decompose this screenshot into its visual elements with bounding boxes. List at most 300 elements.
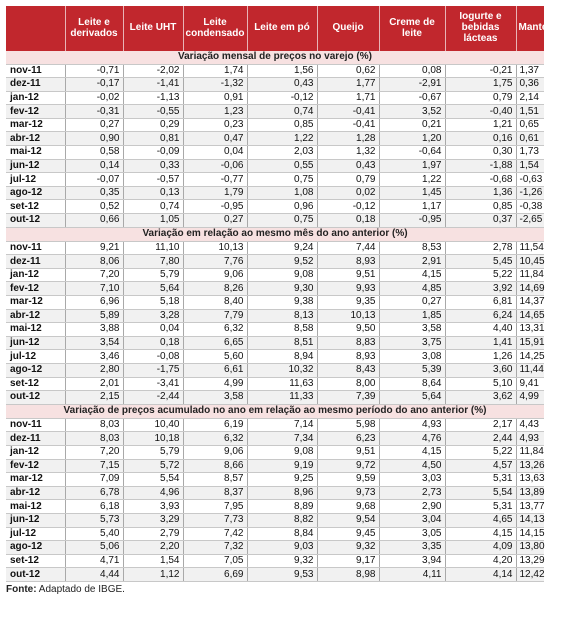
table-cell: 1,79 — [183, 186, 247, 200]
table-cell: 0,23 — [183, 118, 247, 132]
table-row — [6, 527, 544, 541]
column-header: Creme de leite — [379, 6, 445, 50]
table-cell: -1,13 — [123, 91, 183, 105]
table-cell: 7,79 — [183, 309, 247, 323]
table-cell: 0,74 — [247, 105, 317, 119]
table-cell: 0,13 — [123, 186, 183, 200]
table-cell: 2,44 — [445, 432, 516, 446]
table-cell: 9,51 — [317, 268, 379, 282]
table-cell: 10,45 — [516, 255, 544, 269]
table-cell: 5,64 — [379, 391, 445, 405]
table-cell: 7,76 — [183, 255, 247, 269]
table-cell: 1,20 — [379, 132, 445, 146]
table-cell: 4,20 — [445, 554, 516, 568]
table-cell: -0,38 — [516, 200, 544, 214]
table-cell: 3,05 — [379, 527, 445, 541]
row-label: fev-12 — [6, 459, 65, 473]
table-cell: 8,03 — [65, 418, 123, 432]
table-cell: 5,73 — [65, 513, 123, 527]
table-cell: 0,75 — [247, 214, 317, 228]
table-cell: 2,14 — [516, 91, 544, 105]
row-label: set-12 — [6, 200, 65, 214]
table-cell: 5,22 — [445, 445, 516, 459]
table-cell: 13,31 — [516, 323, 544, 337]
table-cell: 9,53 — [247, 568, 317, 582]
table-header — [6, 6, 562, 50]
table-cell: 4,15 — [379, 268, 445, 282]
table-cell: -0,17 — [65, 78, 123, 92]
table-cell: 0,37 — [445, 214, 516, 228]
table-cell: -0,95 — [183, 200, 247, 214]
row-label: abr-12 — [6, 132, 65, 146]
source-note — [6, 584, 544, 595]
table-cell: 1,36 — [445, 186, 516, 200]
table-cell: 9,59 — [317, 473, 379, 487]
table-cell: 14,13 — [516, 513, 544, 527]
column-header: Leite UHT — [123, 6, 183, 50]
table-cell: -0,31 — [65, 105, 123, 119]
table-cell: 11,33 — [247, 391, 317, 405]
table-row — [6, 323, 544, 337]
table-cell: -2,65 — [516, 214, 544, 228]
row-label: mai-12 — [6, 146, 65, 160]
table-row — [6, 500, 544, 514]
table-cell: 2,79 — [123, 527, 183, 541]
table-cell: 1,37 — [516, 64, 544, 78]
row-label: ago-12 — [6, 186, 65, 200]
table-cell: 0,90 — [65, 132, 123, 146]
row-label: out-12 — [6, 568, 65, 582]
table-row — [6, 159, 544, 173]
table-row — [6, 432, 544, 446]
table-cell: 0,58 — [65, 146, 123, 160]
table-cell: -0,06 — [183, 159, 247, 173]
table-cell: 1,45 — [379, 186, 445, 200]
table-cell: 4,14 — [445, 568, 516, 582]
table-cell: 7,73 — [183, 513, 247, 527]
table-row — [6, 391, 544, 405]
dairy-price-table — [6, 6, 562, 582]
table-cell: 8,26 — [183, 282, 247, 296]
table-cell: 11,84 — [516, 445, 544, 459]
table-cell: 2,90 — [379, 500, 445, 514]
table-cell: 4,71 — [65, 554, 123, 568]
table-row — [6, 105, 544, 119]
table-cell: 8,43 — [317, 363, 379, 377]
table-cell: 5,22 — [445, 268, 516, 282]
table-cell: 11,10 — [123, 241, 183, 255]
section-header-row — [6, 50, 544, 64]
table-cell: 5,79 — [123, 445, 183, 459]
table-cell: 3,60 — [445, 363, 516, 377]
table-row — [6, 64, 544, 78]
table-cell: 2,17 — [445, 418, 516, 432]
table-cell: 8,89 — [247, 500, 317, 514]
table-row — [6, 350, 544, 364]
row-label: abr-12 — [6, 486, 65, 500]
table-cell: 1,32 — [317, 146, 379, 160]
table-cell: -1,41 — [123, 78, 183, 92]
table-cell: 8,00 — [317, 377, 379, 391]
table-cell: 10,32 — [247, 363, 317, 377]
table-cell: 1,73 — [516, 146, 544, 160]
table-cell: 0,61 — [516, 132, 544, 146]
table-row — [6, 568, 544, 582]
table-row — [6, 473, 544, 487]
table-cell: 3,93 — [123, 500, 183, 514]
table-cell: 1,21 — [445, 118, 516, 132]
table-cell: 6,69 — [183, 568, 247, 582]
table-cell: 9,45 — [317, 527, 379, 541]
table-cell: 15,91 — [516, 336, 544, 350]
source-text: Adaptado de IBGE. — [36, 583, 125, 595]
table-cell: -0,55 — [123, 105, 183, 119]
table-cell: 14,69 — [516, 282, 544, 296]
table-cell: 8,93 — [317, 350, 379, 364]
table-cell: 0,81 — [123, 132, 183, 146]
table-cell: 1,41 — [445, 336, 516, 350]
row-label: mar-12 — [6, 118, 65, 132]
table-cell: -0,63 — [516, 173, 544, 187]
row-label: mai-12 — [6, 500, 65, 514]
table-cell: 0,91 — [183, 91, 247, 105]
table-cell: 9,03 — [247, 541, 317, 555]
table-cell: 8,98 — [317, 568, 379, 582]
table-cell: 13,26 — [516, 459, 544, 473]
table-cell: 1,54 — [123, 554, 183, 568]
table-cell: 5,31 — [445, 473, 516, 487]
table-cell: 9,19 — [247, 459, 317, 473]
table-row — [6, 132, 544, 146]
table-cell: 0,75 — [247, 173, 317, 187]
table-cell: 4,43 — [516, 418, 544, 432]
table-cell: 2,03 — [247, 146, 317, 160]
table-cell: 7,42 — [183, 527, 247, 541]
table-cell: 14,25 — [516, 350, 544, 364]
table-cell: 1,54 — [516, 159, 544, 173]
table-cell: 8,40 — [183, 296, 247, 310]
table-cell: 4,09 — [445, 541, 516, 555]
row-label: jun-12 — [6, 336, 65, 350]
table-cell: 0,55 — [247, 159, 317, 173]
table-cell: 0,79 — [317, 173, 379, 187]
table-row — [6, 459, 544, 473]
price-table-container — [6, 6, 562, 595]
table-cell: 5,10 — [445, 377, 516, 391]
table-row — [6, 200, 544, 214]
table-cell: -1,75 — [123, 363, 183, 377]
row-label: ago-12 — [6, 541, 65, 555]
table-row — [6, 214, 544, 228]
table-cell: 8,66 — [183, 459, 247, 473]
row-label: jan-12 — [6, 268, 65, 282]
column-header: Leite em pó — [247, 6, 317, 50]
table-cell: 13,80 — [516, 541, 544, 555]
table-cell: 8,53 — [379, 241, 445, 255]
table-cell: 4,99 — [516, 391, 544, 405]
section-header-row — [6, 227, 544, 241]
table-cell: 0,85 — [247, 118, 317, 132]
table-cell: 3,46 — [65, 350, 123, 364]
table-cell: 6,32 — [183, 432, 247, 446]
table-row — [6, 554, 544, 568]
table-cell: 7,95 — [183, 500, 247, 514]
table-cell: 3,04 — [379, 513, 445, 527]
table-cell: 9,52 — [247, 255, 317, 269]
table-cell: 1,22 — [247, 132, 317, 146]
table-cell: 0,04 — [183, 146, 247, 160]
table-cell: 1,77 — [317, 78, 379, 92]
table-cell: 8,03 — [65, 432, 123, 446]
table-cell: 1,26 — [445, 350, 516, 364]
table-cell: 9,54 — [317, 513, 379, 527]
table-cell: 2,20 — [123, 541, 183, 555]
table-cell: 0,14 — [65, 159, 123, 173]
table-cell: 9,06 — [183, 268, 247, 282]
table-cell: 7,44 — [317, 241, 379, 255]
table-cell: 9,30 — [247, 282, 317, 296]
table-row — [6, 186, 544, 200]
table-cell: 9,41 — [516, 377, 544, 391]
table-cell: 3,28 — [123, 309, 183, 323]
table-cell: 5,98 — [317, 418, 379, 432]
section-title: Variação em relação ao mesmo mês do ano anterior (%) — [6, 227, 544, 241]
table-cell: 14,65 — [516, 309, 544, 323]
table-cell: -0,71 — [65, 64, 123, 78]
table-cell: 8,84 — [247, 527, 317, 541]
table-cell: 5,39 — [379, 363, 445, 377]
table-cell: -2,02 — [123, 64, 183, 78]
table-cell: 8,94 — [247, 350, 317, 364]
table-cell: 8,37 — [183, 486, 247, 500]
table-cell: 8,58 — [247, 323, 317, 337]
table-cell: 14,37 — [516, 296, 544, 310]
table-cell: 0,29 — [123, 118, 183, 132]
table-cell: 1,85 — [379, 309, 445, 323]
table-cell: 5,18 — [123, 296, 183, 310]
table-cell: 7,34 — [247, 432, 317, 446]
table-cell: 1,23 — [183, 105, 247, 119]
table-cell: 0,62 — [317, 64, 379, 78]
table-row — [6, 309, 544, 323]
table-cell: 2,80 — [65, 363, 123, 377]
table-row — [6, 268, 544, 282]
column-header: Iogurte e bebidas lácteas — [445, 6, 516, 50]
table-cell: 8,06 — [65, 255, 123, 269]
table-cell: 9,08 — [247, 445, 317, 459]
table-cell: 9,06 — [183, 445, 247, 459]
table-cell: 1,75 — [445, 78, 516, 92]
table-cell: 5,72 — [123, 459, 183, 473]
table-cell: 6,65 — [183, 336, 247, 350]
row-label: fev-12 — [6, 282, 65, 296]
table-row — [6, 445, 544, 459]
table-cell: 5,54 — [123, 473, 183, 487]
table-cell: 9,35 — [317, 296, 379, 310]
table-cell: 8,51 — [247, 336, 317, 350]
table-cell: 11,84 — [516, 268, 544, 282]
table-cell: 4,93 — [516, 432, 544, 446]
table-cell: 1,05 — [123, 214, 183, 228]
table-cell: 8,82 — [247, 513, 317, 527]
row-label: nov-11 — [6, 64, 65, 78]
row-label: jun-12 — [6, 513, 65, 527]
table-cell: -3,41 — [123, 377, 183, 391]
table-row — [6, 377, 544, 391]
table-cell: 14,15 — [516, 527, 544, 541]
table-cell: 0,96 — [247, 200, 317, 214]
table-row — [6, 541, 544, 555]
table-row — [6, 241, 544, 255]
table-cell: 1,12 — [123, 568, 183, 582]
table-cell: -0,40 — [445, 105, 516, 119]
row-label: out-12 — [6, 391, 65, 405]
section-header-row — [6, 404, 544, 418]
row-label: jan-12 — [6, 445, 65, 459]
table-cell: 4,93 — [379, 418, 445, 432]
table-cell: 9,08 — [247, 268, 317, 282]
table-cell: 1,08 — [247, 186, 317, 200]
row-label: jun-12 — [6, 159, 65, 173]
table-cell: 8,57 — [183, 473, 247, 487]
table-cell: 0,18 — [317, 214, 379, 228]
table-cell: 6,24 — [445, 309, 516, 323]
table-cell: 9,73 — [317, 486, 379, 500]
table-row — [6, 173, 544, 187]
row-label: ago-12 — [6, 363, 65, 377]
table-row — [6, 146, 544, 160]
table-cell: 4,76 — [379, 432, 445, 446]
table-cell: 8,64 — [379, 377, 445, 391]
table-cell: 8,93 — [317, 255, 379, 269]
table-row — [6, 282, 544, 296]
column-header: Queijo — [317, 6, 379, 50]
table-cell: 4,50 — [379, 459, 445, 473]
table-cell: 4,99 — [183, 377, 247, 391]
table-cell: 5,64 — [123, 282, 183, 296]
table-cell: 11,63 — [247, 377, 317, 391]
table-cell: 3,92 — [445, 282, 516, 296]
table-cell: -0,64 — [379, 146, 445, 160]
section-title: Variação de preços acumulado no ano em relação ao mesmo período do ano anterior (%) — [6, 404, 544, 418]
table-cell: 6,19 — [183, 418, 247, 432]
table-cell: 4,40 — [445, 323, 516, 337]
table-cell: 0,27 — [65, 118, 123, 132]
row-label: mai-12 — [6, 323, 65, 337]
table-cell: -0,21 — [445, 64, 516, 78]
table-cell: 8,96 — [247, 486, 317, 500]
row-label: jul-12 — [6, 527, 65, 541]
table-cell: 7,32 — [183, 541, 247, 555]
table-cell: 11,44 — [516, 363, 544, 377]
table-cell: 0,02 — [317, 186, 379, 200]
table-cell: 9,50 — [317, 323, 379, 337]
table-cell: 3,35 — [379, 541, 445, 555]
table-cell: 9,51 — [317, 445, 379, 459]
table-cell: 9,21 — [65, 241, 123, 255]
table-row — [6, 91, 544, 105]
table-cell: 4,96 — [123, 486, 183, 500]
table-cell: 7,20 — [65, 445, 123, 459]
column-header — [6, 6, 65, 50]
table-cell: 8,83 — [317, 336, 379, 350]
table-cell: 0,35 — [65, 186, 123, 200]
row-label: out-12 — [6, 214, 65, 228]
table-cell: 1,56 — [247, 64, 317, 78]
table-cell: 1,71 — [317, 91, 379, 105]
table-cell: 13,29 — [516, 554, 544, 568]
table-cell: 2,78 — [445, 241, 516, 255]
row-label: set-12 — [6, 377, 65, 391]
table-cell: 6,23 — [317, 432, 379, 446]
table-cell: -0,12 — [317, 200, 379, 214]
table-cell: 4,57 — [445, 459, 516, 473]
table-cell: 6,18 — [65, 500, 123, 514]
table-cell: 3,58 — [183, 391, 247, 405]
row-label: jul-12 — [6, 173, 65, 187]
table-cell: -0,02 — [65, 91, 123, 105]
table-cell: -0,41 — [317, 105, 379, 119]
table-cell: 1,22 — [379, 173, 445, 187]
table-cell: 0,04 — [123, 323, 183, 337]
row-label: abr-12 — [6, 309, 65, 323]
row-label: dez-11 — [6, 78, 65, 92]
table-cell: -0,12 — [247, 91, 317, 105]
table-cell: 13,77 — [516, 500, 544, 514]
row-label: dez-11 — [6, 432, 65, 446]
table-cell: 4,15 — [445, 527, 516, 541]
table-cell: 0,33 — [123, 159, 183, 173]
table-cell: 13,89 — [516, 486, 544, 500]
column-header: Leite condensado — [183, 6, 247, 50]
table-cell: 0,85 — [445, 200, 516, 214]
table-cell: 5,79 — [123, 268, 183, 282]
table-cell: 9,25 — [247, 473, 317, 487]
table-cell: 7,20 — [65, 268, 123, 282]
table-cell: 6,32 — [183, 323, 247, 337]
table-cell: 3,94 — [379, 554, 445, 568]
table-cell: 0,36 — [516, 78, 544, 92]
table-cell: 4,11 — [379, 568, 445, 582]
table-cell: 6,61 — [183, 363, 247, 377]
row-label: set-12 — [6, 554, 65, 568]
table-row — [6, 296, 544, 310]
row-label: jan-12 — [6, 91, 65, 105]
table-cell: 1,51 — [516, 105, 544, 119]
table-cell: 10,18 — [123, 432, 183, 446]
row-label: mar-12 — [6, 473, 65, 487]
table-cell: -0,41 — [317, 118, 379, 132]
table-cell: 7,09 — [65, 473, 123, 487]
table-cell: 0,65 — [516, 118, 544, 132]
table-cell: 0,43 — [247, 78, 317, 92]
table-cell: 1,17 — [379, 200, 445, 214]
row-label: jul-12 — [6, 350, 65, 364]
table-cell: 0,66 — [65, 214, 123, 228]
table-cell: 6,78 — [65, 486, 123, 500]
table-cell: 9,32 — [247, 554, 317, 568]
table-cell: -1,88 — [445, 159, 516, 173]
table-row — [6, 513, 544, 527]
column-header: Leite e derivados — [65, 6, 123, 50]
table-cell: 9,68 — [317, 500, 379, 514]
table-cell: 0,43 — [317, 159, 379, 173]
table-cell: 7,05 — [183, 554, 247, 568]
table-cell: 5,89 — [65, 309, 123, 323]
table-cell: 3,88 — [65, 323, 123, 337]
table-cell: 6,96 — [65, 296, 123, 310]
table-cell: 1,97 — [379, 159, 445, 173]
